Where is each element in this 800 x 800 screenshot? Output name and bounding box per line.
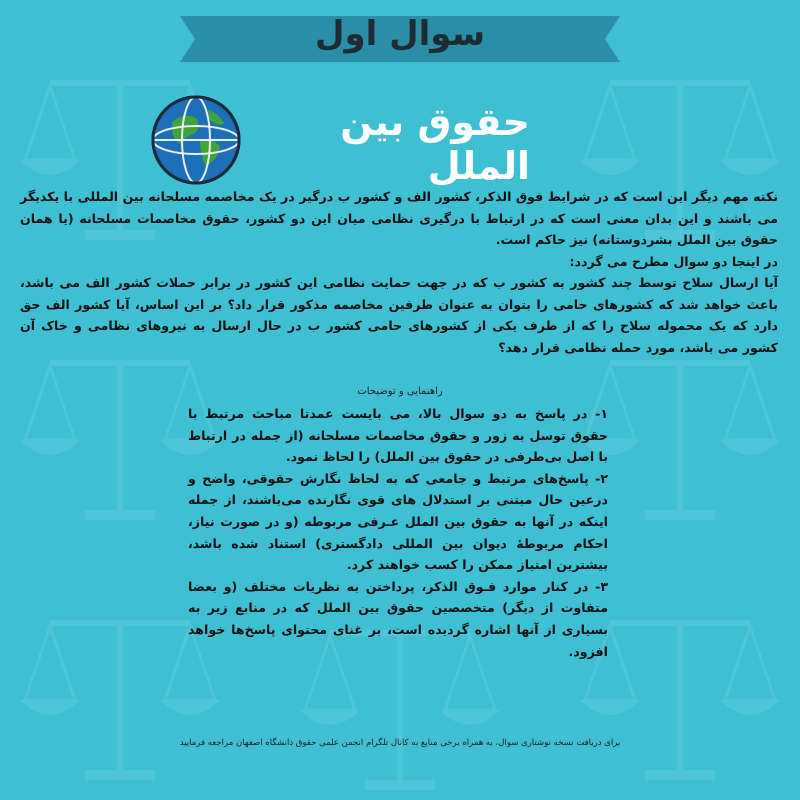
- guidance-item: ۱- در پاسخ به دو سوال بالا، می بایست عمدتا مباحث مرتبط با حقوق توسل به زور و حقوق مخاصمات مسلحانه (از جمله در ارتباط با اصل بی‌طرفی در حقوق بین الملل) را لحاظ نمود.: [188, 406, 608, 465]
- guidance-item: ۲- پاسخ‌های مرتبط و جامعی که به لحاظ نگارش حقوقی، واضح و درعین حال مبتنی بر استدلال های قوی نگارنده می‌باشند، از جمله اینکه در آنها به حقوق بین الملل عـرفی مربوطه (و در صورت نیاز، احکام مربوطهٔ دیوان بین المللی دادگستری) استناد شده باشد، بیشترین امتیاز ممکن را کسب خواهند کرد.: [188, 470, 608, 573]
- page-title: سوال اول: [314, 14, 486, 54]
- title-banner: [180, 10, 620, 68]
- guidance-heading: راهنمایی و توضیحات: [357, 386, 443, 397]
- intro-paragraph: در اینجا دو سوال مطرح می گردد:: [569, 253, 778, 269]
- subtitle: حقوق بین الملل: [340, 100, 530, 188]
- intro-section: [20, 186, 778, 358]
- globe-icon: [150, 94, 242, 186]
- intro-paragraph: آیا ارسال سلاح توسط چند کشور به کشور ب که در جهت حمایت نظامی این کشور در برابر حملات کشور الف می باشد، باعث خواهد شد که کشورهای حامی را بتوان به عنوان طرفین مخاصمه مذکور قرار داد؟ بر این اساس، آیا کشور الف حق دارد که یک محموله سلاح را که از طرف یکی از کشورهای حامی کشور ب در حال ارسال به نیروهای نظامی و خاک آن کشور می باشد، مورد حمله نظامی قرار دهد؟: [20, 275, 778, 355]
- guidance-item: ۳- در کنار موارد فـوق الذکر، پرداختن به نظریات مختلف (و بعضا متفاوت از دیگر) متخصصین حقوق بین الملل که در منابع زیر به بسیاری از آنها اشاره گردیده است، بر غنای محتوای پاسخ‌ها خواهد افزود.: [188, 578, 608, 659]
- guidance-section: [188, 403, 608, 662]
- intro-paragraph: نکته مهم دیگر این است که در شرایط فوق الذکر، کشور الف و کشور ب درگیر در یک مخاصمه مسلحانه بین المللی با یکدیگر می باشند و این بدان معنی است که در ارتباط با درگیری نظامی میان این دو کشور، حقوق مخاصمات مسلحانه (یا همان حقوق بین الملل بشردوستانه) نیز حاکم است.: [20, 189, 778, 247]
- footer-note: برای دریافت نسخه نوشتاری سوال، به همراه برخی منابع به کانال تلگرام انجمن علمی حقوق دانشگاه اصفهان مراجعه فرمایید: [179, 738, 621, 748]
